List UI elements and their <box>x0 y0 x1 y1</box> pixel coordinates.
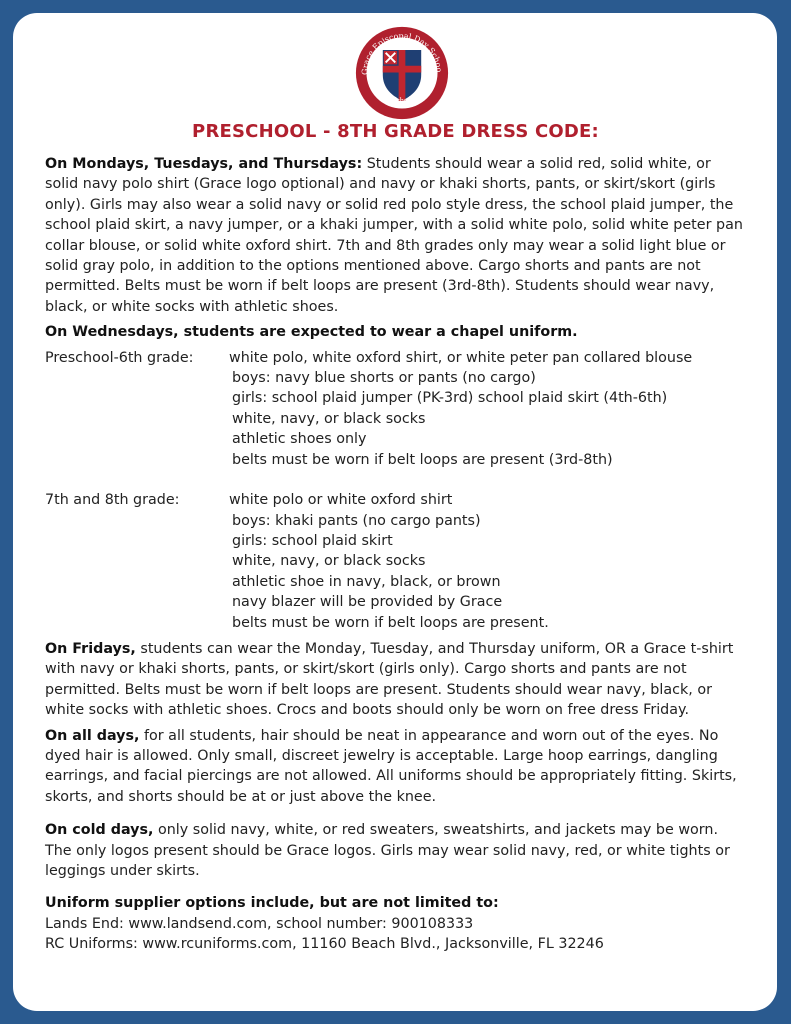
friday-paragraph <box>45 639 745 721</box>
alldays-text: for all students, hair should be neat in appearance and worn out of the eyes. No dyed hair is allowed. Only small, discreet jewelry is acceptable. Large hoop earrings, dangling earrings, and facial piercings are not allowed. All uniforms should be appropriately fitting. Skirts, skorts, and shorts should be at or just above the knee. <box>45 727 737 805</box>
chapel-item: girls: school plaid jumper (PK-3rd) school plaid skirt (4th-6th) <box>232 390 668 407</box>
colddays-text: only solid navy, white, or red sweaters, sweatshirts, and jackets may be worn. The only logos present should be Grace logos. Girls may wear solid navy, red, or white tights or leggings under skirts. <box>45 822 730 879</box>
page-title: PRESCHOOL - 8TH GRADE DRESS CODE: <box>192 121 599 142</box>
chapel-group-7th-8th <box>45 490 745 633</box>
colddays-paragraph <box>45 820 745 881</box>
seal-top-text: Grace Episcopal Day Schoo <box>360 31 444 76</box>
chapel-item: belts must be worn if belt loops are present. <box>232 614 549 631</box>
mtth-heading: On Mondays, Tuesdays, and Thursdays: <box>45 156 363 172</box>
chapel-item: athletic shoe in navy, black, or brown <box>232 573 501 590</box>
chapel-group-preschool-6th <box>45 348 745 470</box>
chapel-item: athletic shoes only <box>232 431 367 448</box>
chapel-group-label: Preschool-6th grade: <box>45 349 194 366</box>
alldays-heading: On all days, <box>45 727 140 744</box>
chapel-item: boys: navy blue shorts or pants (no cargo) <box>232 370 536 387</box>
chapel-item: navy blazer will be provided by Grace <box>232 594 503 611</box>
mtth-text: Students should wear a solid red, solid white, or solid navy polo shirt (Grace logo optional) and navy or khaki shorts, pants, or skirt/skort (girls only). Girls may also wear a solid navy or solid red polo style dress, the school plaid jumper, the school plaid skirt, a navy jumper, or a khaki jumper, with a solid white polo, solid white peter pan collar blouse, or solid white oxford shirt. 7th and 8th grades only may wear a solid light blue or solid gray polo, in addition to the options mentioned above. Cargo shorts and pants are not permitted. Belts must be worn if belt loops are present (3rd-8th). Students should wear navy, black, or white socks with athletic shoes. <box>45 156 743 315</box>
mtth-paragraph <box>45 154 745 317</box>
chapel-item: white polo, white oxford shirt, or white peter pan collared blouse <box>229 349 693 366</box>
supplier-line: RC Uniforms: www.rcuniforms.com, 11160 Beach Blvd., Jacksonville, FL 32246 <box>45 936 604 953</box>
friday-text: students can wear the Monday, Tuesday, and Thursday uniform, OR a Grace t-shirt with navy or khaki shorts, pants, or skirt/skort (girls only). Cargo shorts and pants are not permitted. Belts must be worn if belt loops are present. Students should wear navy, black, or white socks with athletic shoes. Crocs and boots should only be worn on free dress Friday. <box>45 640 734 719</box>
friday-heading: On Fridays, <box>45 640 136 657</box>
colddays-heading: On cold days, <box>45 822 154 839</box>
chapel-group-label: 7th and 8th grade: <box>45 492 180 509</box>
seal-bottom-text: Established 1950 <box>374 83 430 105</box>
chapel-item: girls: school plaid skirt <box>232 532 393 549</box>
wednesday-heading: On Wednesdays, students are expected to wear a chapel uniform. <box>45 324 578 341</box>
chapel-item: belts must be worn if belt loops are present (3rd-8th) <box>232 451 613 468</box>
alldays-paragraph <box>45 726 745 808</box>
chapel-item: boys: khaki pants (no cargo pants) <box>232 512 481 529</box>
chapel-item: white, navy, or black socks <box>232 553 426 570</box>
suppliers-heading: Uniform supplier options include, but are not limited to: <box>45 895 499 912</box>
supplier-line: Lands End: www.landsend.com, school number: 900108333 <box>45 915 474 932</box>
chapel-item: white polo or white oxford shirt <box>229 492 453 509</box>
school-seal-logo <box>354 25 450 121</box>
chapel-item: white, navy, or black socks <box>232 410 426 427</box>
dress-code-content <box>45 154 745 955</box>
